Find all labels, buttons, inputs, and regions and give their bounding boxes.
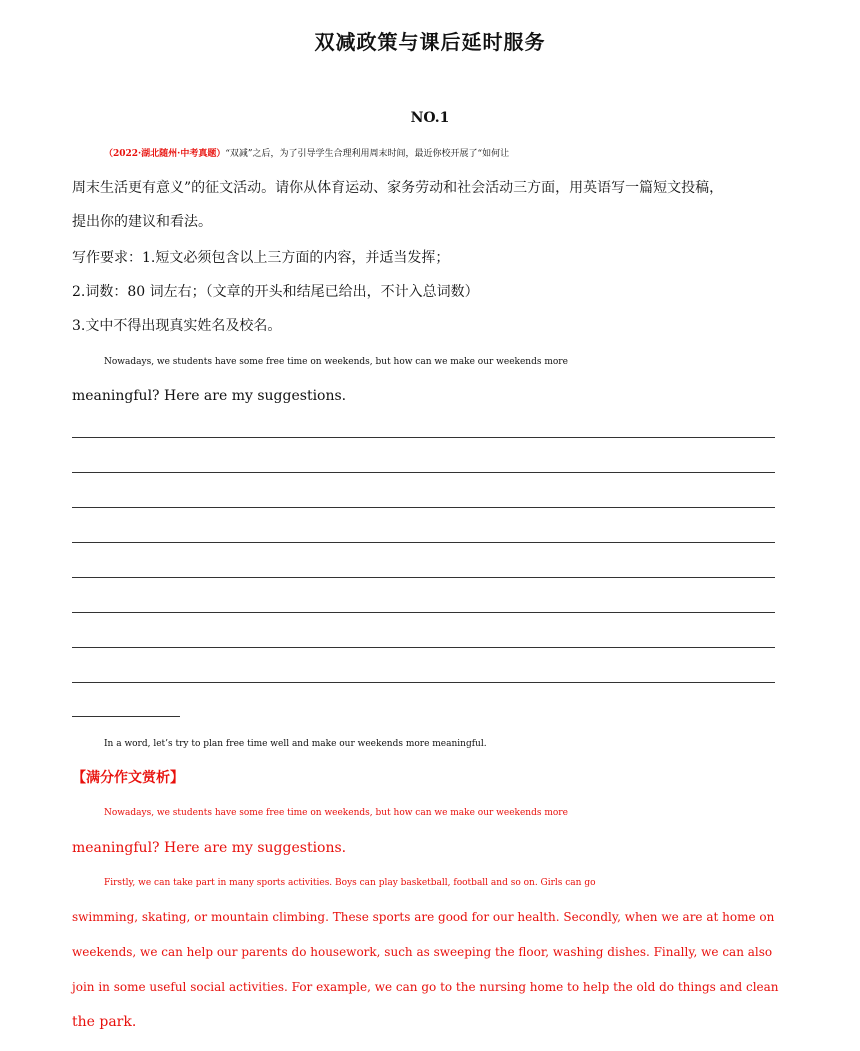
answer-line[interactable] xyxy=(72,542,775,543)
answer-line[interactable] xyxy=(72,612,775,613)
requirement-3: 3.文中不得出现真实姓名及校名。 xyxy=(72,318,282,334)
answer-line[interactable] xyxy=(72,647,775,648)
answer-line[interactable] xyxy=(72,507,775,508)
model-p1-line-2: meaningful? Here are my suggestions. xyxy=(72,840,347,856)
model-p1-line-1: Nowadays, we students have some free time on weekends, but how can we make our weekends more xyxy=(104,808,568,818)
section-number: NO.1 xyxy=(410,110,450,126)
answer-line[interactable] xyxy=(72,577,775,578)
model-p2-line-1: Firstly, we can take part in many sports activities. Boys can play basketball, football and so on. Girls can go xyxy=(104,878,596,888)
essay-end-line: In a word, let’s try to plan free time well and make our weekends more meaningful. xyxy=(104,739,487,749)
page-title: 双减政策与课后延时服务 xyxy=(314,30,546,54)
model-p2-line-3: weekends, we can help our parents do housework, such as sweeping the floor, washing dishes. Finally, we can also xyxy=(72,945,773,959)
answer-line[interactable] xyxy=(72,472,775,473)
prompt-source: （2022·湖北随州·中考真题） xyxy=(104,149,226,159)
model-heading: 【满分作文赏析】 xyxy=(72,770,184,786)
answer-line-short[interactable] xyxy=(72,716,180,717)
requirement-1: 写作要求：1.短文必须包含以上三方面的内容，并适当发挥； xyxy=(72,250,450,266)
requirement-2: 2.词数：80 词左右；（文章的开头和结尾已给出，不计入总词数） xyxy=(72,284,479,300)
model-p2-line-5: the park. xyxy=(72,1014,137,1030)
essay-start-line-2: meaningful? Here are my suggestions. xyxy=(72,388,347,404)
prompt-line-2: 周末生活更有意义”的征文活动。请你从体育运动、家务劳动和社会活动三方面，用英语写一篇短文投稿， xyxy=(72,180,724,196)
prompt-text-1: “双减”之后，为了引导学生合理利用周末时间，最近你校开展了“如何让 xyxy=(225,149,510,159)
answer-line[interactable] xyxy=(72,437,775,438)
prompt-line-3: 提出你的建议和看法。 xyxy=(72,214,212,230)
essay-start-line-1: Nowadays, we students have some free time on weekends, but how can we make our weekends more xyxy=(104,357,568,367)
model-p2-line-2: swimming, skating, or mountain climbing. These sports are good for our health. Secondly, when we are at home on xyxy=(72,910,775,924)
answer-line[interactable] xyxy=(72,682,775,683)
model-p2-line-4: join in some useful social activities. For example, we can go to the nursing home to help the old do things and clean xyxy=(72,980,779,994)
prompt-line-1 xyxy=(104,144,814,164)
